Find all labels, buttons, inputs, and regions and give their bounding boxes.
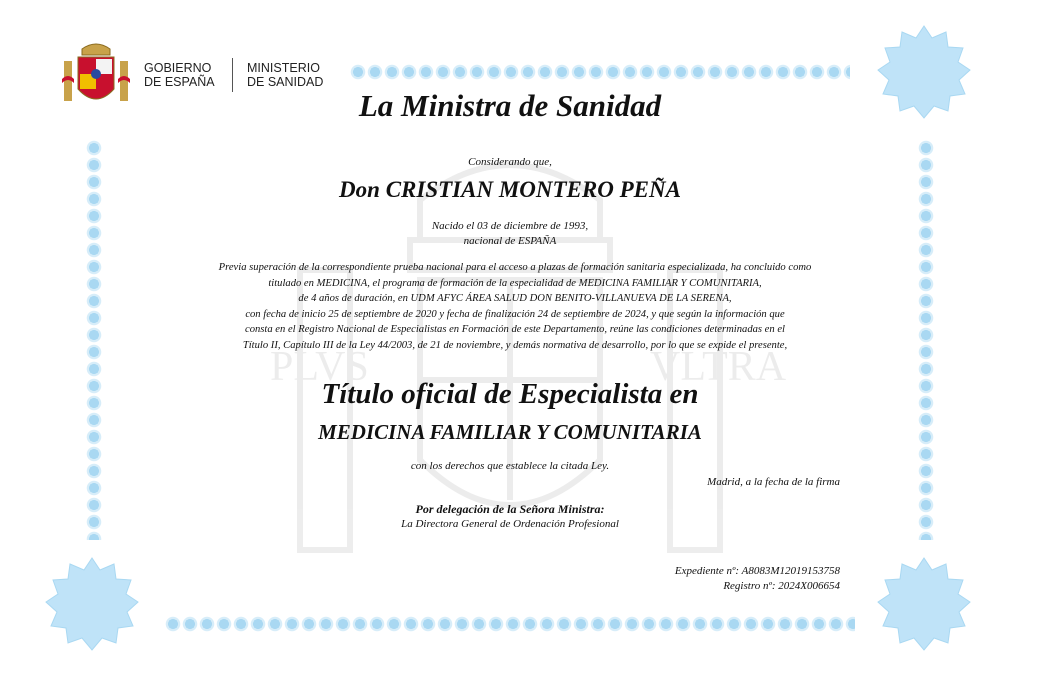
birth-info — [150, 219, 870, 249]
watermark-motto-right: VLTRA — [650, 344, 787, 390]
header-divider — [232, 58, 233, 92]
ministry-line2: DE SANIDAD — [247, 75, 324, 89]
ministry-line1: MINISTERIO — [247, 61, 320, 75]
body-line: con fecha de inicio 25 de septiembre de 2020 y fecha de finalización 24 de septiembre de 2024, y que según la información que — [245, 308, 785, 320]
coat-of-arms-icon — [58, 39, 134, 111]
delegation-text: Por delegación de la Señora Ministra: — [415, 502, 605, 516]
rosette-icon — [44, 556, 140, 652]
watermark-motto-left: PLVS — [270, 344, 369, 390]
rights-text: con los derechos que establece la citada Ley. — [410, 460, 610, 472]
border-bottom-dots — [165, 616, 855, 632]
rosette-icon — [876, 24, 972, 120]
border-left-dots — [86, 140, 102, 540]
government-line1: GOBIERNO — [144, 61, 212, 75]
registro-number: Registro nº: 2024X006654 — [723, 580, 840, 592]
expediente-number: Expediente nº: A8083M12019153758 — [674, 565, 840, 577]
place-date: Madrid, a la fecha de la firma — [707, 476, 840, 488]
border-top-dots — [350, 64, 850, 80]
ministry-label — [247, 61, 337, 89]
director-text: La Directora General de Ordenación Profesional — [401, 518, 619, 530]
government-line2: DE ESPAÑA — [144, 75, 215, 89]
body-line: Previa superación de la correspondiente prueba nacional para el acceso a plazas de formación sanitaria especializada, ha concluido como — [218, 262, 812, 273]
body-paragraph — [195, 260, 835, 353]
body-line: titulado en MEDICINA, el programa de formación de la especialidad de MEDICINA FAMILIAR Y COMUNITARIA, — [268, 277, 762, 289]
rosette-icon — [876, 556, 972, 652]
specialty-name: MEDICINA FAMILIAR Y COMUNITARIA — [318, 420, 702, 444]
official-title: Título oficial de Especialista en — [321, 378, 699, 410]
document-title: La Ministra de Sanidad — [358, 88, 662, 123]
border-right-dots — [918, 140, 934, 540]
body-line: de 4 años de duración, en UDM AFYC ÁREA SALUD DON BENITO-VILLANUEVA DE LA SERENA, — [298, 293, 732, 304]
recipient-name: Don CRISTIAN MONTERO PEÑA — [339, 177, 681, 202]
birth-line1: Nacido el 03 de diciembre de 1993, — [431, 220, 589, 232]
birth-line2: nacional de ESPAÑA — [463, 235, 557, 247]
body-line: Título II, Capítulo III de la Ley 44/2003, de 21 de noviembre, y demás normativa de desarrollo, por lo que se expide el presente, — [242, 339, 788, 351]
reference-numbers — [675, 564, 840, 594]
considerando-text: Considerando que, — [468, 156, 552, 168]
government-label — [144, 61, 224, 89]
body-line: consta en el Registro Nacional de Especialistas en Formación de este Departamento, reúne las condiciones determinadas en el — [245, 324, 785, 335]
